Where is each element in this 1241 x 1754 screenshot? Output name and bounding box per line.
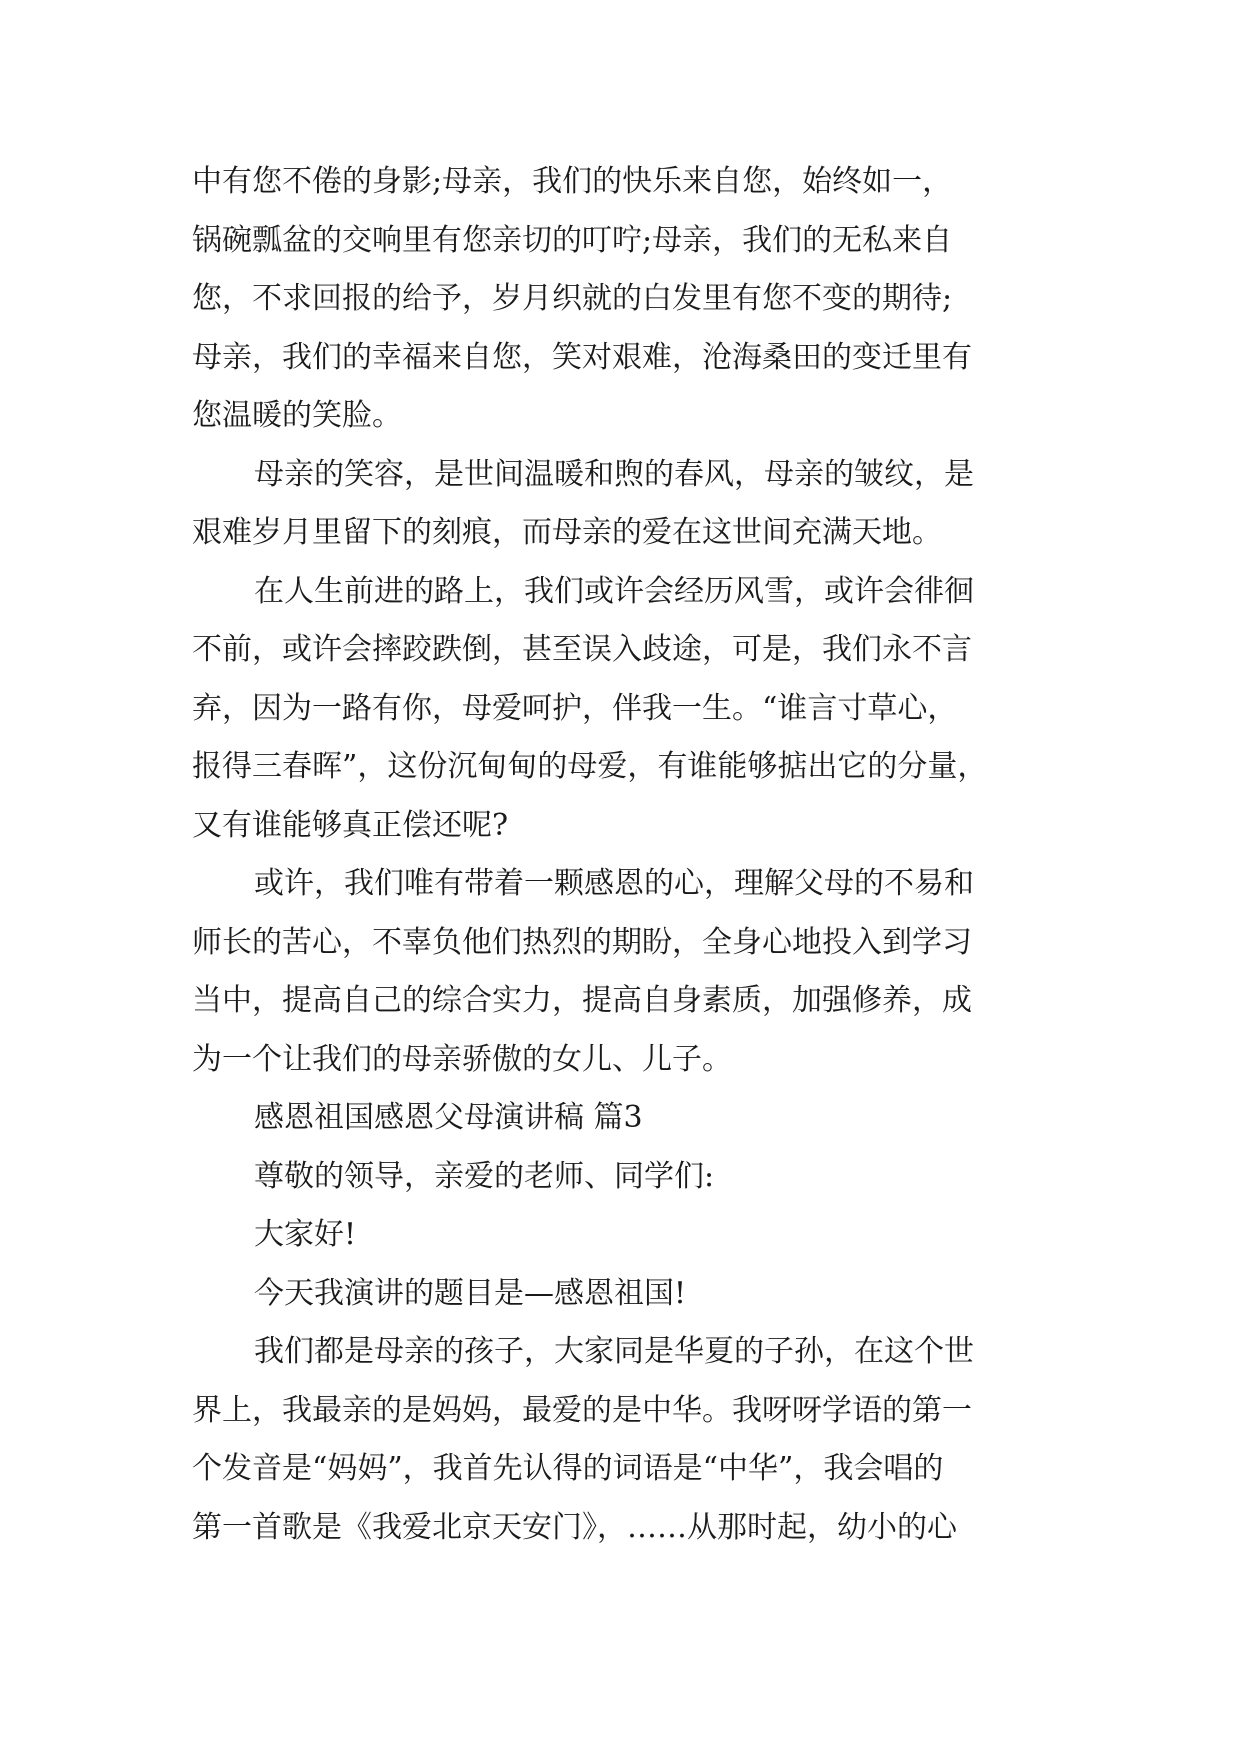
text-line: 大家好! [254,1217,357,1252]
text-line: 中有您不倦的身影;母亲，我们的快乐来自您，始终如一， [192,164,953,199]
text-line: 母亲的笑容，是世间温暖和煦的春风，母亲的皱纹，是 [254,456,974,492]
text-line: 感恩祖国感恩父母演讲稿 篇3 [254,1100,643,1135]
text-line: 或许，我们唯有带着一颗感恩的心，理解父母的不易和 [254,866,974,901]
text-line: 个发音是“妈妈”，我首先认得的词语是“中华”，我会唱的 [192,1451,944,1486]
text-line: 师长的苦心，不辜负他们热烈的期盼，全身心地投入到学习 [192,924,972,960]
text-line: 报得三春晖”，这份沉甸甸的母爱，有谁能够掂出它的分量， [192,749,988,784]
document-body [192,153,1072,1557]
text-line: 又有谁能够真正偿还呢? [192,807,509,843]
text-line: 弃，因为一路有你，母爱呵护，伴我一生。“谁言寸草心， [192,690,958,726]
text-line: 母亲，我们的幸福来自您，笑对艰难，沧海桑田的变迁里有 [192,339,972,375]
text-line: 第一首歌是《我爱北京天安门》，……从那时起，幼小的心 [192,1509,957,1545]
text-line: 今天我演讲的题目是—感恩祖国! [254,1275,687,1311]
text-line: 为一个让我们的母亲骄傲的女儿、儿子。 [192,1041,732,1077]
text-line: 在人生前进的路上，我们或许会经历风雪，或许会徘徊 [254,573,974,609]
text-line: 艰难岁月里留下的刻痕，而母亲的爱在这世间充满天地。 [192,515,942,550]
text-line: 不前，或许会摔跤跌倒，甚至误入歧途，可是，我们永不言 [192,632,972,667]
text-line: 当中，提高自己的综合实力，提高自身素质，加强修养，成 [192,983,972,1018]
text-line: 您温暖的笑脸。 [192,398,402,433]
text-line: 尊敬的领导，亲爱的老师、同学们: [254,1158,715,1194]
text-line: 您，不求回报的给予，岁月织就的白发里有您不变的期待; [192,281,953,316]
text-line: 界上，我最亲的是妈妈，最爱的是中华。我呀呀学语的第一 [192,1392,972,1428]
text-line: 锅碗瓢盆的交响里有您亲切的叮咛;母亲，我们的无私来自 [192,222,953,258]
text-line: 我们都是母亲的孩子，大家同是华夏的子孙，在这个世 [254,1334,974,1369]
